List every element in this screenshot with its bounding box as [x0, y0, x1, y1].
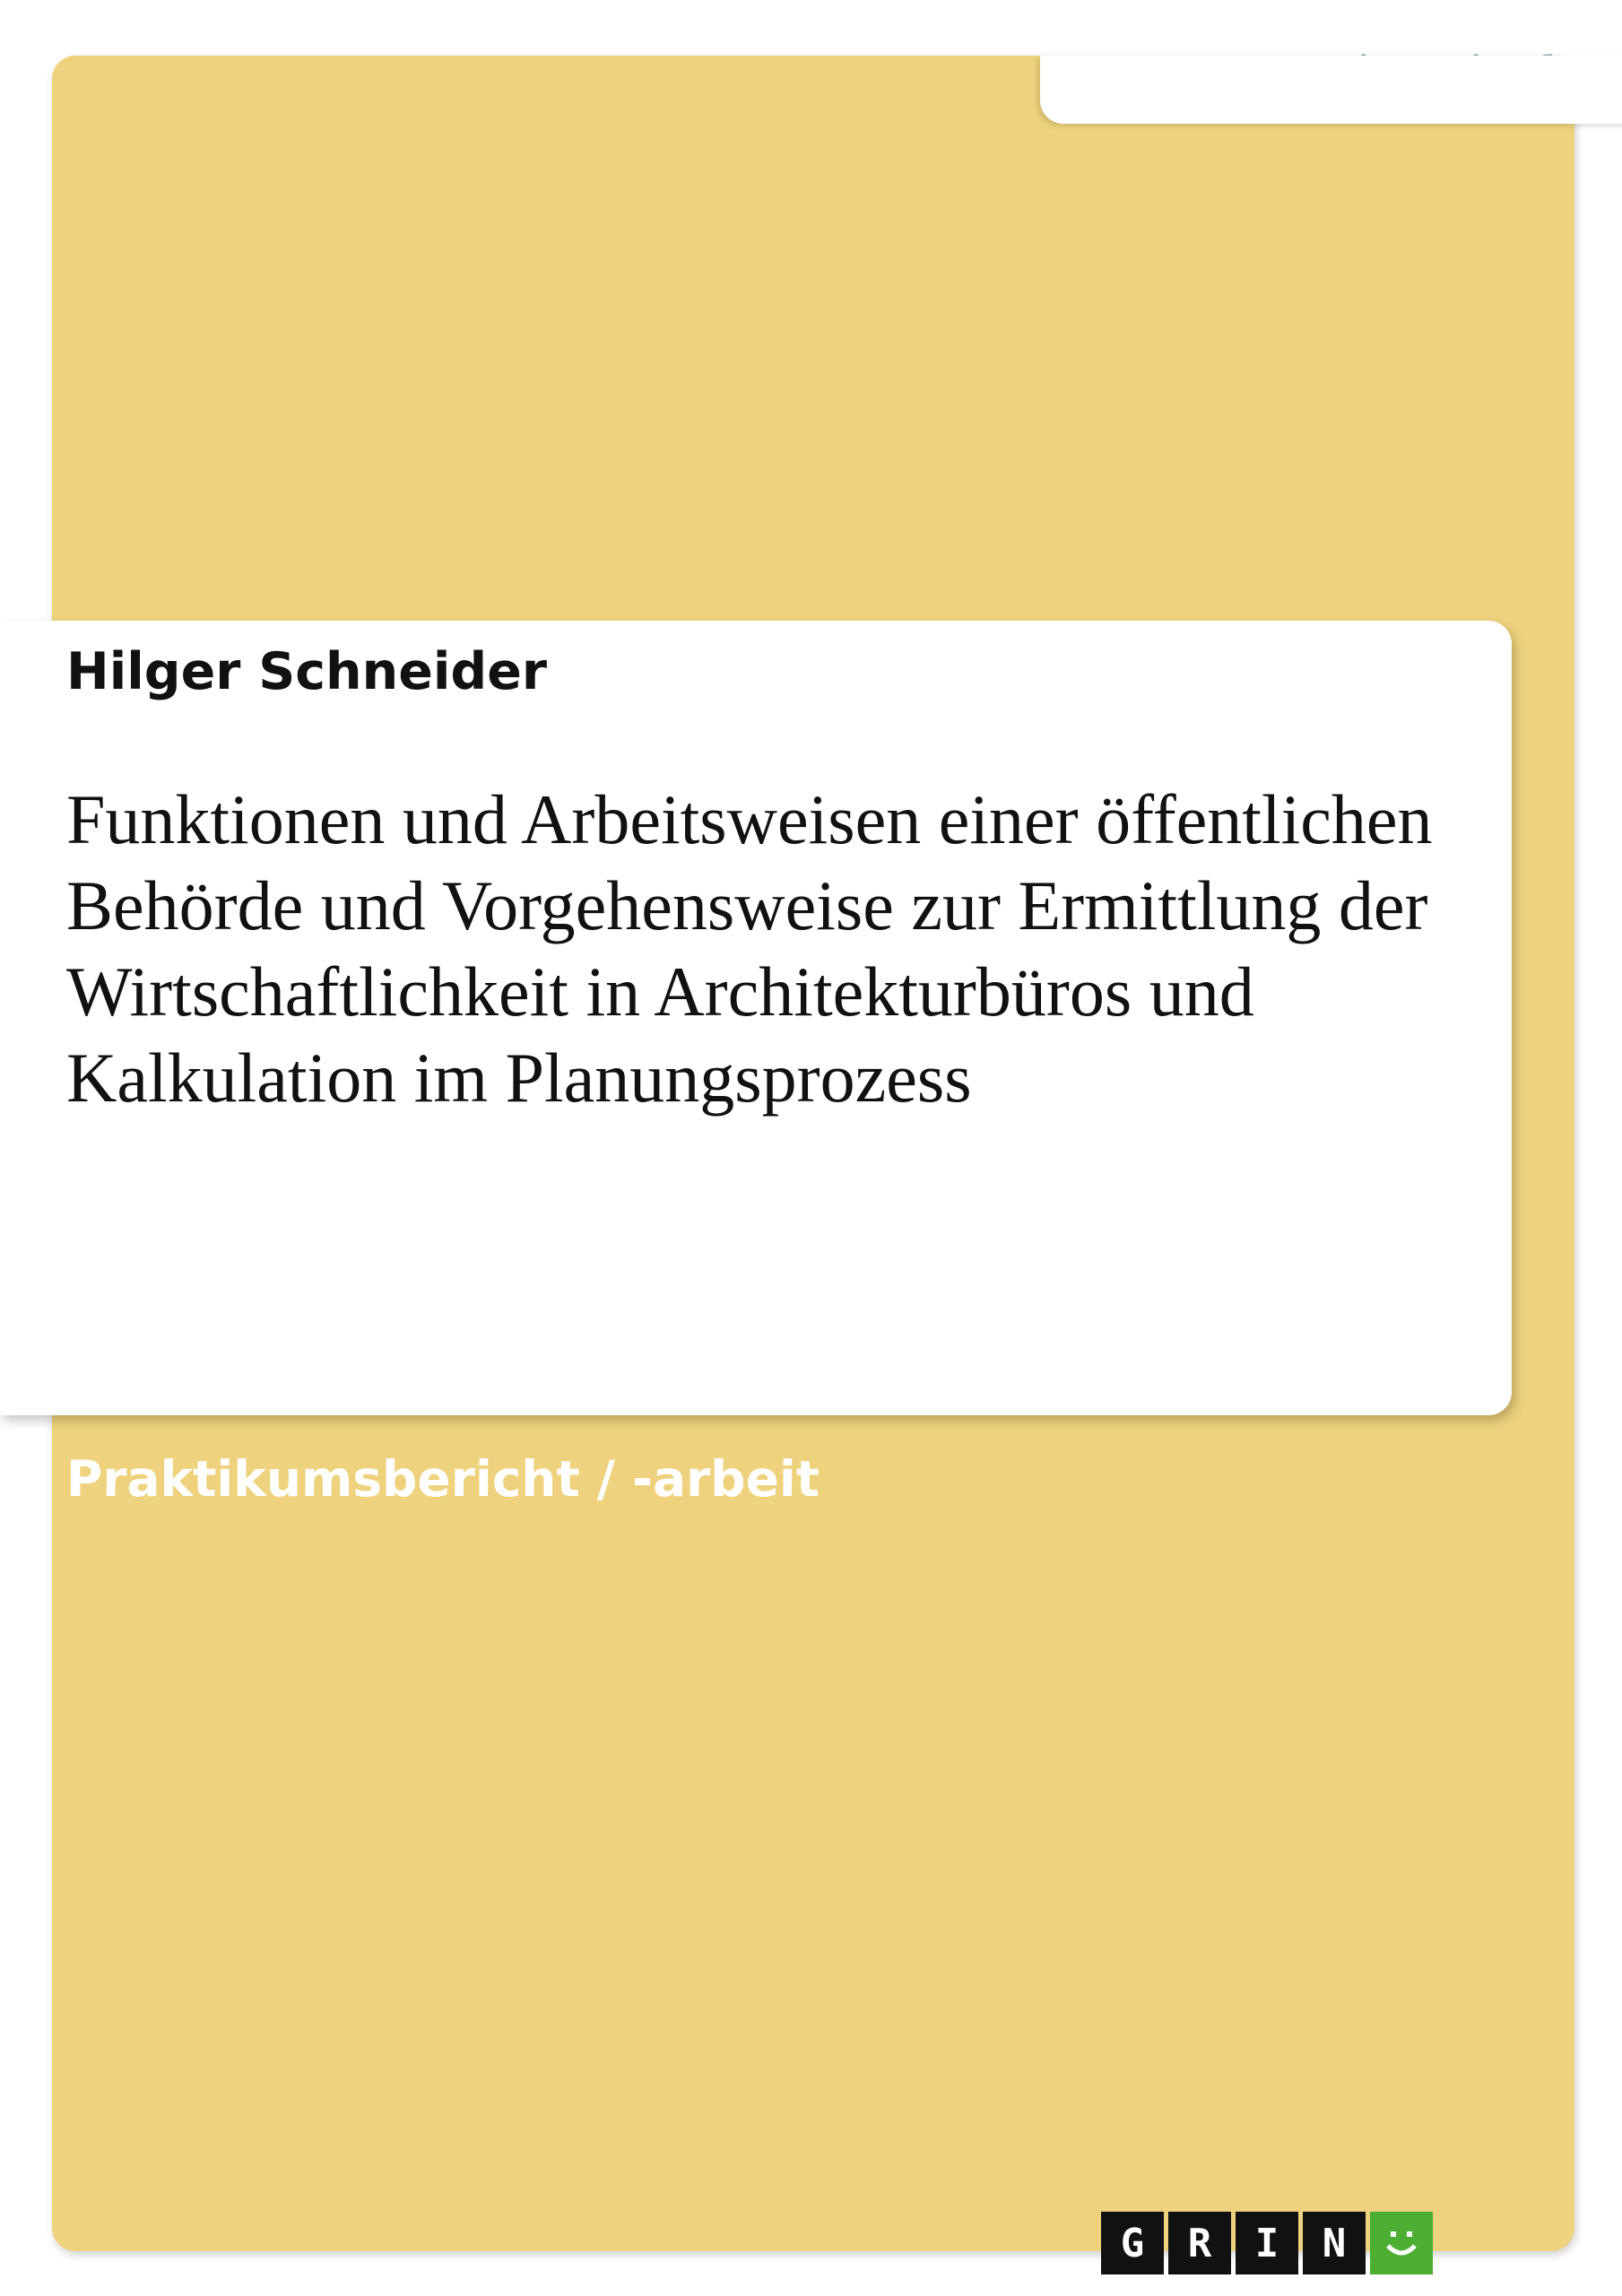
logo-letter-g: G — [1101, 2212, 1164, 2274]
document-type: Praktikumsbericht / -arbeit — [66, 1450, 820, 1508]
grin-logo — [1101, 2212, 1433, 2274]
smiley-icon — [1370, 2212, 1433, 2274]
logo-letter-i: I — [1236, 2212, 1298, 2274]
cover-notch — [1040, 56, 1622, 124]
document-title: Funktionen und Arbeitsweisen einer öffentlichen Behörde und Vorgehensweise zur Ermittlung der Wirtschaftlichkeit in Architekturbüros und Kalkulation im Planungsprozess — [66, 780, 1433, 1117]
author-name: Hilger Schneider — [66, 642, 547, 701]
logo-letter-n: N — [1303, 2212, 1366, 2274]
logo-letter-r: R — [1168, 2212, 1231, 2274]
